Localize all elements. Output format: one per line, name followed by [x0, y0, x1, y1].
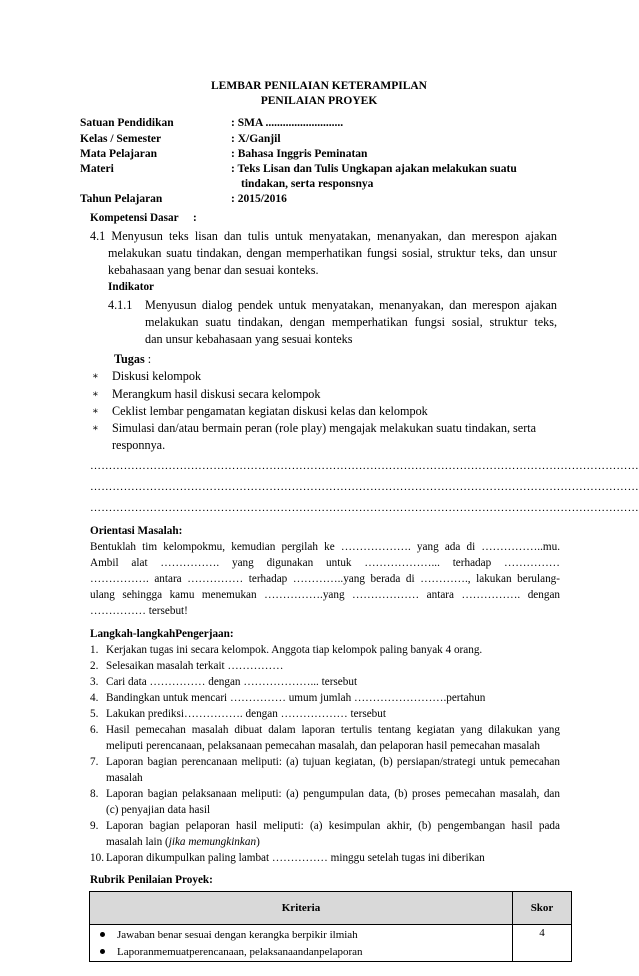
header-label-kelas: Kelas / Semester [80, 133, 162, 145]
header-value-kelas: : X/Ganjil [231, 133, 281, 145]
orientasi-line-1: Bentuklah tim kelompokmu, kemudian pergilah ke ………………. yang ada di ……………..mu. [90, 541, 560, 553]
rubrik-header-row [90, 892, 572, 925]
orientasi-line-2: Ambil alat ……………. yang digunakan untuk ………………... terhadap …………… [90, 557, 560, 569]
dotted-line-2: ………………………………………………………………………………………………………………………………… [90, 481, 639, 493]
langkah-num: 1. [90, 644, 99, 656]
tugas-colon: : [144, 352, 152, 366]
tugas-bullet-icon: ∗ [92, 423, 99, 434]
langkah-text: Cari data …………… dengan ………………... tersebut [106, 676, 358, 688]
header-value-materi: : Teks Lisan dan Tulis Ungkapan ajakan melakukan suatu [231, 163, 517, 175]
kompetensi-label: Kompetensi Dasar [90, 212, 179, 224]
header-label-mapel: Mata Pelajaran [80, 148, 157, 160]
orientasi-line-4: ulang sehingga kamu menemukan …………….yang ……………… antara ……………. dengan [90, 589, 560, 601]
tugas-label: Tugas [114, 352, 145, 366]
header-value-mapel: : Bahasa Inggris Peminatan [231, 148, 368, 160]
tugas-item-1: Diskusi kelompok [112, 369, 202, 383]
indikator-line-1: Menyusun dialog pendek untuk menyatakan, menanyakan, dan merespon ajakan [145, 298, 557, 312]
langkah-text-cont: (c) penyajian data hasil [106, 804, 211, 816]
langkah-text: Laporan bagian pelaksanaan meliputi: (a) pengumpulan data, (b) proses pemecahan masalah, dan [106, 788, 560, 800]
rubrik-score-cell: 4 [513, 925, 572, 962]
langkah-text: Kerjakan tugas ini secara kelompok. Anggota tiap kelompok paling banyak 4 orang. [106, 644, 483, 656]
langkah-num: 5. [90, 708, 99, 720]
criteria-item [91, 926, 511, 943]
tugas-item-4-cont: responnya. [112, 438, 166, 452]
langkah-text-part: masalah lain ( [106, 836, 169, 848]
tugas-bullet-icon: ∗ [92, 406, 99, 417]
rubrik-col-kriteria: Kriteria [90, 892, 513, 925]
tugas-bullet-icon: ∗ [92, 389, 99, 400]
header-label-satuan: Satuan Pendidikan [80, 117, 174, 129]
langkah-num: 2. [90, 660, 99, 672]
tugas-item-4: Simulasi dan/atau bermain peran (role play) mengajak melakukan suatu tindakan, serta [112, 421, 537, 435]
header-value-satuan: : SMA ........................... [231, 117, 344, 129]
langkah-num: 7. [90, 756, 99, 768]
dotted-line-1: ………………………………………………………………………………………………………………………………… [90, 460, 639, 472]
tugas-item-3: Ceklist lembar pengamatan kegiatan diskusi kelas dan kelompok [112, 404, 428, 418]
langkah-num: 10. [90, 852, 104, 864]
indikator-line-2: melakukan suatu tindakan, dengan memperhatikan fungsi sosial, struktur teks, [145, 315, 557, 329]
indikator-line-3: dan unsur kebahasaan yang sesuai konteks [145, 332, 353, 346]
page-subtitle: PENILAIAN PROYEK [260, 95, 378, 107]
table-row [90, 925, 572, 962]
rubrik-col-skor: Skor [513, 892, 572, 925]
orientasi-label: Orientasi Masalah: [90, 525, 183, 537]
langkah-text: Laporan dikumpulkan paling lambat …………… minggu setelah tugas ini diberikan [106, 852, 485, 864]
rubrik-criteria-cell [90, 925, 513, 962]
langkah-text: Lakukan prediksi……………. dengan ……………… tersebut [106, 708, 386, 720]
header-value-tahun: : 2015/2016 [231, 193, 287, 205]
kompetensi-colon: : [193, 212, 197, 224]
langkah-num: 3. [90, 676, 99, 688]
langkah-num: 9. [90, 820, 99, 832]
orientasi-line-3: ……………. antara …………… terhadap …………..yang berada di …………., lakukan berulang- [90, 573, 560, 585]
bullet-icon [100, 932, 105, 937]
rubrik-table [89, 891, 572, 962]
langkah-text-italic: jika memungkinkan [168, 836, 257, 848]
kd-line-2: melakukan suatu tindakan, dengan memperhatikan fungsi sosial, struktur teks, dan unsur [108, 246, 557, 260]
dotted-line-3: ………………………………………………………………………………………………………………………………… [90, 502, 639, 514]
tugas-bullet-icon: ∗ [92, 371, 99, 382]
langkah-text: Laporan bagian pelaporan hasil meliputi: (a) kesimpulan akhir, (b) pengembangan hasil pada [106, 820, 560, 832]
criteria-text: Jawaban benar sesuai dengan kerangka berpikir ilmiah [117, 928, 358, 941]
orientasi-line-5: …………… tersebut! [90, 605, 188, 617]
langkah-text: Laporan bagian perencanaan meliputi: (a) tujuan kegiatan, (b) persiapan/strategi untuk pemecahan [106, 756, 560, 768]
bullet-icon [100, 949, 105, 954]
header-value-materi-cont: tindakan, serta responsnya [241, 178, 374, 190]
langkah-num: 4. [90, 692, 99, 704]
kd-line-1: 4.1 Menyusun teks lisan dan tulis untuk menyatakan, menanyakan, dan merespon ajakan [90, 229, 557, 243]
langkah-text-cont [106, 836, 260, 848]
langkah-num: 8. [90, 788, 99, 800]
langkah-label: Langkah-langkahPengerjaan: [90, 628, 234, 640]
criteria-text: Laporanmemuatperencanaan, pelaksanaandanpelaporan [117, 945, 363, 958]
langkah-text: Selesaikan masalah terkait …………… [106, 660, 284, 672]
page-title: LEMBAR PENILAIAN KETERAMPILAN [211, 80, 427, 92]
rubrik-label: Rubrik Penilaian Proyek: [90, 874, 213, 886]
tugas-heading [114, 352, 151, 367]
langkah-text: Bandingkan untuk mencari …………… umum jumlah …………………….pertahun [106, 692, 486, 704]
langkah-text-cont: masalah [106, 772, 143, 784]
criteria-item [91, 943, 511, 960]
tugas-item-2: Merangkum hasil diskusi secara kelompok [112, 387, 321, 401]
indikator-label: Indikator [108, 281, 155, 293]
indikator-number: 4.1.1 [108, 298, 133, 312]
kd-line-3: kebahasaan yang benar dan sesuai konteks. [108, 263, 319, 277]
langkah-text-part: ) [256, 836, 260, 848]
header-label-tahun: Tahun Pelajaran [80, 193, 163, 205]
header-label-materi: Materi [80, 163, 114, 175]
langkah-num: 6. [90, 724, 99, 736]
langkah-text-cont: meliputi perencanaan, pelaksanaan pemecahan masalah, dan pelaporan hasil pemecahan masalah [106, 740, 540, 752]
langkah-text: Hasil pemecahan masalah dibuat dalam laporan tertulis tentang kegiatan yang dilakukan yang [106, 724, 560, 736]
